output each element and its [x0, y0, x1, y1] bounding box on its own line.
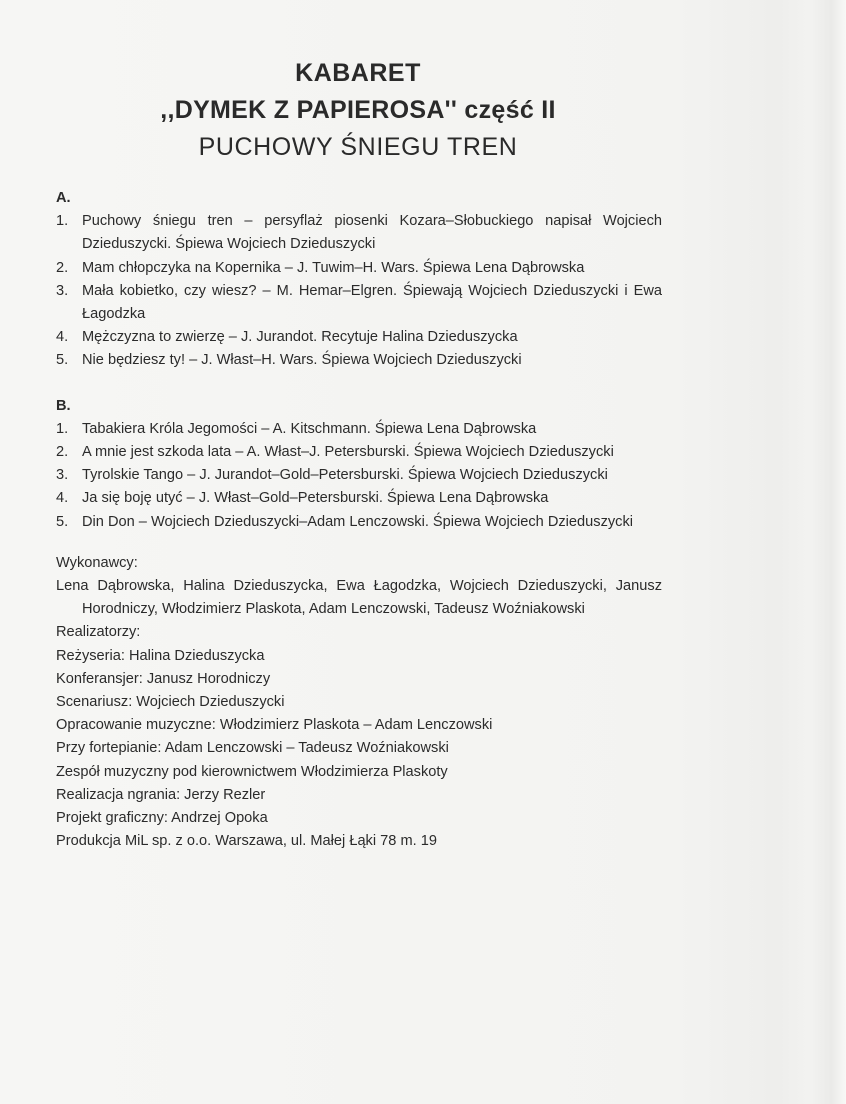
performers-list: Lena Dąbrowska, Halina Dzieduszycka, Ewa Łagodzka, Wojciech Dzieduszycki, Janusz Horodniczy, Włodzimierz Plaskota, Adam Lenczowski, Tadeusz Woźniakowski — [56, 578, 662, 618]
track-item — [56, 441, 662, 464]
credit-line-arrangement: Opracowanie muzyczne: Włodzimierz Plaskota – Adam Lenczowski — [56, 717, 493, 734]
track-item — [56, 418, 662, 441]
side-a-section — [56, 187, 662, 373]
album-header — [0, 58, 716, 162]
track-number: 4. — [56, 490, 69, 507]
track-text: Nie będziesz ty! – J. Włast–H. Wars. Śpiewa Wojciech Dzieduszycki — [82, 352, 522, 369]
album-subtitle: PUCHOWY ŚNIEGU TREN — [198, 133, 518, 161]
producers-heading: Realizatorzy: — [56, 624, 141, 641]
credit-line-host: Konferansjer: Janusz Horodniczy — [56, 670, 271, 687]
credit-line-production: Produkcja MiL sp. z o.o. Warszawa, ul. Małej Łąki 78 m. 19 — [56, 833, 437, 850]
credit-line-director: Reżyseria: Halina Dzieduszycka — [56, 647, 265, 664]
credits-section — [56, 552, 662, 854]
track-text: Din Don – Wojciech Dzieduszycki–Adam Lenczowski. Śpiewa Wojciech Dzieduszycki — [82, 513, 633, 530]
track-text: Mężczyzna to zwierzę – J. Jurandot. Recytuje Halina Dzieduszycka — [82, 329, 518, 346]
track-item — [56, 464, 662, 487]
track-item — [56, 487, 662, 510]
track-text: Tabakiera Króla Jegomości – A. Kitschmann. Śpiewa Lena Dąbrowska — [82, 420, 537, 437]
track-item — [56, 511, 662, 534]
track-number: 4. — [56, 329, 69, 346]
track-number: 1. — [56, 420, 69, 437]
track-number: 3. — [56, 282, 69, 299]
track-item — [56, 257, 662, 280]
track-text: Mam chłopczyka na Kopernika – J. Tuwim–H. Wars. Śpiewa Lena Dąbrowska — [82, 259, 585, 276]
tracklist-body — [56, 187, 662, 853]
track-number: 5. — [56, 513, 69, 530]
side-a-tracklist — [56, 210, 662, 372]
paper-edge-shadow — [810, 0, 846, 1104]
credit-line-ensemble: Zespół muzyczny pod kierownictwem Włodzimierza Plaskoty — [56, 763, 448, 780]
track-text: Tyrolskie Tango – J. Jurandot–Gold–Petersburski. Śpiewa Wojciech Dzieduszycki — [82, 467, 608, 484]
track-item — [56, 349, 662, 372]
track-item — [56, 210, 662, 256]
side-b-section — [56, 395, 662, 534]
side-b-tracklist — [56, 418, 662, 534]
track-number: 2. — [56, 259, 69, 276]
track-text: Puchowy śniegu tren – persyflaż piosenki Kozara–Słobuckiego napisał Wojciech Dzieduszycki. Śpiewa Wojciech Dzieduszycki — [82, 213, 662, 253]
side-b-label: B. — [56, 397, 71, 414]
album-title-line1: KABARET — [295, 59, 421, 87]
track-number: 3. — [56, 467, 69, 484]
side-a-label: A. — [56, 190, 71, 206]
track-text: Mała kobietko, czy wiesz? – M. Hemar–Elgren. Śpiewają Wojciech Dzieduszycki i Ewa Łagodzka — [82, 282, 662, 323]
album-title-line2: ,,DYMEK Z PAPIEROSA'' część II — [160, 96, 556, 124]
track-number: 2. — [56, 444, 69, 461]
credit-line-piano: Przy fortepianie: Adam Lenczowski – Tadeusz Woźniakowski — [56, 740, 449, 757]
credit-line-script: Scenariusz: Wojciech Dzieduszycki — [56, 694, 285, 711]
track-text: Ja się boję utyć – J. Włast–Gold–Petersburski. Śpiewa Lena Dąbrowska — [82, 490, 549, 507]
track-text: A mnie jest szkoda lata – A. Włast–J. Petersburski. Śpiewa Wojciech Dzieduszycki — [82, 444, 614, 461]
performers-heading: Wykonawcy: — [56, 554, 138, 571]
track-item — [56, 280, 662, 326]
credit-line-recording: Realizacja ngrania: Jerzy Rezler — [56, 786, 266, 803]
credit-line-design: Projekt graficzny: Andrzej Opoka — [56, 810, 268, 827]
track-number: 1. — [56, 213, 69, 230]
track-number: 5. — [56, 352, 69, 369]
track-item — [56, 326, 662, 349]
